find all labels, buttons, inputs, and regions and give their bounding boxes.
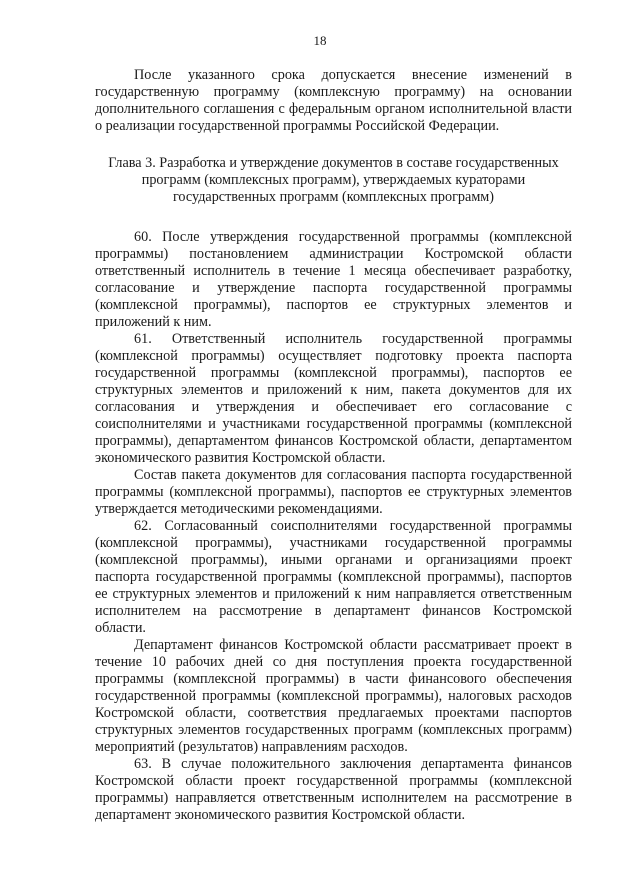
paragraph-60: 60. После утверждения государственной программы (комплексной программы) постановлением администрации Костромской области ответственный исполнитель в течение 1 месяца обеспечивает разработку, согласование и утверждение паспорта государственной программы (комплексной программы), паспортов ее структурных элементов и приложений к ним. <box>95 229 572 330</box>
intro-paragraph: После указанного срока допускается внесение изменений в государственную программу (комплексную программу) на основании дополнительного соглашения с федеральным органом исполнительной власти о реализации государственной программы Российской Федерации. <box>95 67 572 134</box>
paragraph-61-package: Состав пакета документов для согласования паспорта государственной программы (комплексной программы), паспортов ее структурных элементов утверждается методическими рекомендациями. <box>95 467 572 517</box>
chapter-heading-line-3: государственных программ (комплексных программ) <box>172 189 495 205</box>
chapter-heading-line-1: Глава 3. Разработка и утверждение документов в составе государственных <box>108 155 559 171</box>
paragraph-63: 63. В случае положительного заключения департамента финансов Костромской области проект государственной программы (комплексной программы) направляется ответственным исполнителем на рассмотрение в департамент экономического развития Костромской области. <box>95 756 572 823</box>
chapter-heading-line-2: программ (комплексных программ), утверждаемых кураторами <box>141 172 526 188</box>
chapter-heading <box>95 155 572 206</box>
document-body <box>95 67 572 824</box>
paragraph-62: 62. Согласованный соисполнителями государственной программы (комплексной программы), участниками государственной программы (комплексной программы), иными органами и организациями проект паспорта государственной программы (комплексной программы), паспортов ее структурных элементов и приложений к ним направляется ответственным исполнителем на рассмотрение в департамент финансов Костромской области. <box>95 518 572 636</box>
page-number: 18 <box>313 33 327 48</box>
paragraph-61: 61. Ответственный исполнитель государственной программы (комплексной программы) осуществляет подготовку проекта паспорта государственной программы (комплексной программы), паспортов ее структурных элементов и приложений к ним, пакета документов для их согласования и утверждения и обеспечивает его согласование с соисполнителями и участниками государственной программы (комплексной программы), департаментом финансов Костромской области, департаментом экономического развития Костромской области. <box>95 331 572 466</box>
paragraph-62-finance-review: Департамент финансов Костромской области рассматривает проект в течение 10 рабочих дней со дня поступления проекта государственной программы (комплексной программы) в части финансового обеспечения государственной программы (комплексной программы), налоговых расходов Костромской области, соответствия предлагаемых проектами паспортов структурных элементов государственных программ (комплексных программ) мероприятий (результатов) направлениям расходов. <box>95 637 572 755</box>
